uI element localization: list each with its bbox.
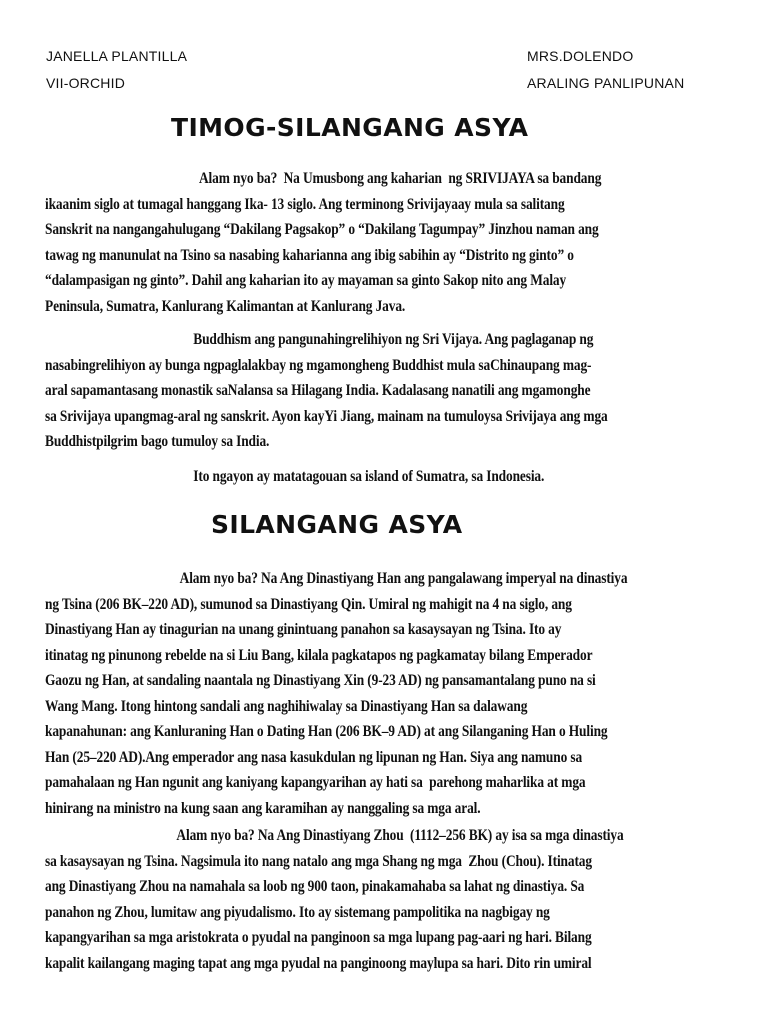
paragraph-line: ang Dinastiyang Zhou na namahala sa loob ng 900 taon, pinakamahaba sa lahat ng dinastiya. Sa <box>45 878 585 895</box>
paragraph-line: Peninsula, Sumatra, Kanlurang Kalimantan at Kanlurang Java. <box>45 297 406 315</box>
paragraph-line: pamahalaan ng Han ngunit ang kaniyang kapangyarihan ay hati sa parehong maharlika at mga <box>45 774 586 791</box>
paragraph-buddhism <box>45 327 626 455</box>
paragraph-line: Alam nyo ba? Na Ang Dinastiyang Han ang pangalawang imperyal na dinastiya <box>45 570 628 587</box>
section-title-timog-silangang-asya: TIMOG-SILANGANG ASYA <box>171 113 529 142</box>
paragraph-han-dynasty <box>45 566 626 821</box>
teacher-name: MRS.DOLENDO <box>527 48 634 64</box>
paragraph-line: kapalit kailangang maging tapat ang mga pyudal na panginoong maylupa sa hari. Dito rin umiral <box>45 954 592 972</box>
paragraph-srivijaya <box>45 166 626 319</box>
paragraph-line: Buddhism ang pangunahingrelihiyon ng Sri Vijaya. Ang paglaganap ng <box>45 331 594 348</box>
paragraph-line: kapanahunan: ang Kanluraning Han o Dating Han (206 BK–9 AD) at ang Silanganing Han o Huling <box>45 723 608 740</box>
paragraph-line: Alam nyo ba? Na Umusbong ang kaharian ng SRIVIJAYA sa bandang <box>45 170 602 187</box>
paragraph-zhou-dynasty <box>45 823 626 976</box>
paragraph-line: ikaanim siglo at tumagal hanggang Ika- 13 siglo. Ang terminong Srivijayaay mula sa salitang <box>45 195 565 213</box>
paragraph-line: Dinastiyang Han ay tinagurian na unang ginintuang panahon sa kasaysayan ng Tsina. Ito ay <box>45 621 562 638</box>
paragraph-line: “dalampasigan ng ginto”. Dahil ang kaharian ito ay mayaman sa ginto Sakop nito ang Malay <box>45 272 567 289</box>
paragraph-line: panahon ng Zhou, lumitaw ang piyudalismo. Ito ay sistemang pampolitika na nagbigay ng <box>45 903 550 921</box>
paragraph-line: Alam nyo ba? Na Ang Dinastiyang Zhou (1112–256 BK) ay isa sa mga dinastiya <box>45 827 624 844</box>
student-name: JANELLA PLANTILLA <box>46 48 188 64</box>
paragraph-line: tawag ng manunulat na Tsino sa nasabing kaharianna ang ibig sabihin ay “Distrito ng ginto” o <box>45 246 574 264</box>
paragraph-line: sa kasaysayan ng Tsina. Nagsimula ito nang natalo ang mga Shang ng mga Zhou (Chou). Itinatag <box>45 852 592 870</box>
paragraph-line: Gaozu ng Han, at sandaling naantala ng Dinastiyang Xin (9-23 AD) ng pansamantalang puno na si <box>45 672 596 689</box>
paragraph-line: kapangyarihan sa mga aristokrata o pyudal na panginoon sa mga lupang pag-aari ng hari. Bilang <box>45 929 592 946</box>
paragraph-line: Buddhistpilgrim bago tumuloy sa India. <box>45 433 270 450</box>
section-title-silangang-asya: SILANGANG ASYA <box>211 510 463 539</box>
paragraph-line: nasabingrelihiyon ay bunga ngpaglalakbay ng mgamongheng Buddhist mula saChinaupang mag- <box>45 356 592 374</box>
paragraph-line: Ito ngayon ay matatagouan sa island of Sumatra, sa Indonesia. <box>45 468 545 485</box>
paragraph-line: Wang Mang. Itong hintong sandali ang naghihiwalay sa Dinastiyang Han sa dalawang <box>45 697 528 715</box>
paragraph-line: itinatag ng pinunong rebelde na si Liu Bang, kilala pagkatapos ng pagkamatay bilang Emperador <box>45 646 593 664</box>
paragraph-line: ng Tsina (206 BK–220 AD), sumunod sa Dinastiyang Qin. Umiral ng mahigit na 4 na siglo, ang <box>45 595 572 613</box>
paragraph-location <box>45 464 626 490</box>
paragraph-line: sa Srivijaya upangmag-aral ng sanskrit. Ayon kayYi Jiang, mainam na tumuloysa Srivijaya ang mga <box>45 407 608 425</box>
student-section: VII-ORCHID <box>46 75 125 91</box>
paragraph-line: hinirang na ministro na kung saan ang karamihan ay nanggaling sa mga aral. <box>45 799 481 817</box>
subject-name: ARALING PANLIPUNAN <box>527 75 685 91</box>
paragraph-line: aral sapamantasang monastik saNalansa sa Hilagang India. Kadalasang nanatili ang mgamonghe <box>45 382 591 399</box>
paragraph-line: Han (25–220 AD).Ang emperador ang nasa kasukdulan ng lipunan ng Han. Siya ang namuno sa <box>45 748 583 766</box>
paragraph-line: Sanskrit na nangangahulugang “Dakilang Pagsakop” o “Dakilang Tagumpay” Jinzhou naman ang <box>45 221 599 238</box>
